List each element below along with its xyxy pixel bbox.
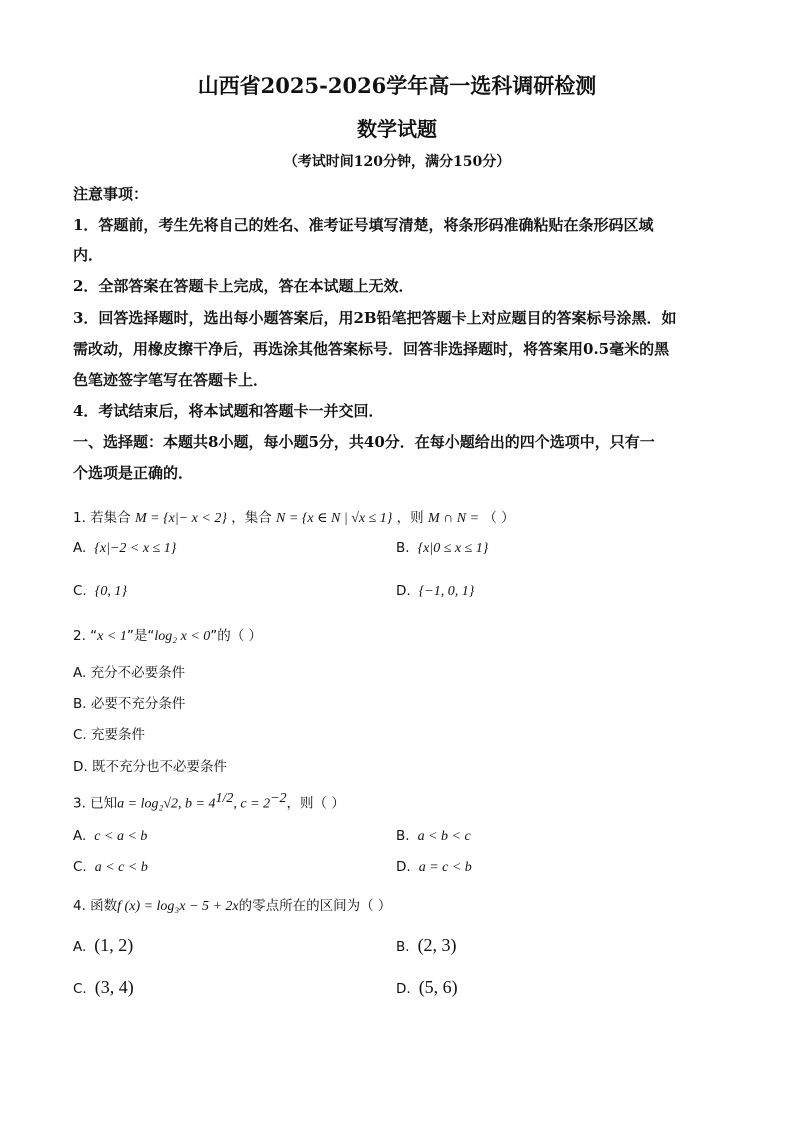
option-label: A.	[73, 828, 87, 844]
q4-option-d	[396, 977, 458, 998]
question-2	[73, 624, 262, 645]
option-value: (5, 6)	[418, 977, 458, 997]
q1-mid: ，集合	[231, 510, 272, 526]
q4-tail: 的零点所在的区间为（ ）	[238, 898, 392, 914]
option-label: B.	[396, 540, 410, 556]
option-label: A.	[73, 540, 87, 556]
q2-option-b: B. 必要不充分条件	[73, 696, 186, 712]
q4-option-b	[396, 935, 457, 956]
note-4: 4．考试结束后，将本试题和答题卡一并交回．	[73, 402, 384, 420]
q1-set-m: M = {x|− x < 2}	[134, 511, 227, 526]
q3-option-b	[396, 828, 471, 845]
option-value: (2, 3)	[417, 935, 457, 955]
q1-expr: M ∩ N =	[427, 511, 480, 526]
option-label: C.	[73, 859, 87, 875]
q3-prefix: 3. 已知	[73, 795, 118, 812]
section-heading-1: 一、选择题：本题共8小题，每小题5分，共40分．在每小题给出的四个选项中，只有一	[73, 433, 655, 451]
note-3c: 色笔迹签字笔写在答题卡上．	[73, 371, 269, 389]
option-label: C.	[73, 583, 87, 599]
q2-prefix: 2. “	[73, 628, 98, 644]
q1-set-n: N = {x ∈ N | √x ≤ 1}	[276, 511, 393, 526]
q2-option-a: A. 充分不必要条件	[73, 665, 186, 681]
q3-exp-c: −2	[270, 791, 287, 806]
q3-option-c	[73, 859, 148, 876]
option-value: a < c < b	[94, 860, 148, 875]
option-value: a < b < c	[417, 829, 471, 844]
q3-exp-b: 1/2	[215, 791, 234, 806]
q4-option-c	[73, 977, 134, 998]
question-4	[73, 894, 391, 915]
note-3a: 3．回答选择题时，选出每小题答案后，用2B铅笔把答题卡上对应题目的答案标号涂黑．如	[73, 309, 677, 327]
option-value: {−1, 0, 1}	[418, 584, 475, 599]
exam-info: （考试时间120分钟，满分150分）	[283, 154, 511, 170]
q4-prefix: 4. 函数	[73, 898, 118, 914]
note-1a: 1．答题前，考生先将自己的姓名、准考证号填写清楚，将条形码准确粘贴在条形码区域	[73, 216, 654, 234]
q3-expr2: , c = 2	[233, 796, 271, 812]
option-label: D.	[396, 859, 411, 875]
option-label: C.	[73, 981, 87, 997]
option-value: {0, 1}	[94, 584, 127, 599]
q1-prefix: 1. 若集合	[73, 510, 131, 526]
option-value: {x|0 ≤ x ≤ 1}	[417, 541, 489, 556]
note-2: 2．全部答案在答题卡上完成，答在本试题上无效．	[73, 277, 414, 295]
q2-mid: ”是“	[126, 628, 155, 644]
q2-cond2: log₂ x < 0	[154, 629, 211, 644]
q1-paren: （ ）	[483, 510, 515, 526]
option-value: c < a < b	[94, 829, 148, 844]
option-value: {x|−2 < x ≤ 1}	[94, 541, 177, 556]
option-value: (3, 4)	[94, 977, 134, 997]
q3-expr: a = log₂√2, b = 4	[117, 796, 216, 812]
question-1	[73, 506, 515, 527]
q1-option-b	[396, 540, 488, 557]
note-3b: 需改动，用橡皮擦干净后，再选涂其他答案标号．回答非选择题时，将答案用0.5毫米的黑	[73, 340, 670, 358]
option-label: B.	[396, 828, 410, 844]
q4-expr: f (x) = log₃x − 5 + 2x	[117, 899, 239, 914]
option-label: D.	[396, 981, 411, 997]
q1-option-c	[73, 583, 127, 600]
note-1b: 内．	[73, 246, 104, 264]
q2-tail: ”的（ ）	[210, 628, 263, 644]
q3-option-d	[396, 859, 472, 876]
q2-option-d: D. 既不充分也不必要条件	[73, 759, 227, 775]
notes-heading: 注意事项：	[73, 185, 149, 203]
option-label: B.	[396, 939, 410, 955]
option-value: a = c < b	[418, 860, 472, 875]
section-heading-2: 个选项是正确的．	[73, 464, 194, 482]
subject-title: 数学试题	[357, 117, 437, 141]
q1-option-d	[396, 583, 474, 600]
q4-option-a	[73, 935, 133, 956]
q2-option-c: C. 充要条件	[73, 727, 146, 743]
option-label: A.	[73, 939, 87, 955]
q3-option-a	[73, 828, 147, 845]
q2-cond1: x < 1	[97, 629, 127, 644]
q1-tail: ，则	[396, 510, 424, 526]
question-3	[73, 791, 345, 813]
option-label: D.	[396, 583, 411, 599]
option-value: (1, 2)	[94, 935, 134, 955]
exam-title: 山西省2025-2026学年高一选科调研检测	[197, 73, 597, 98]
q3-tail: ，则（ ）	[286, 795, 345, 812]
q1-option-a	[73, 540, 176, 557]
